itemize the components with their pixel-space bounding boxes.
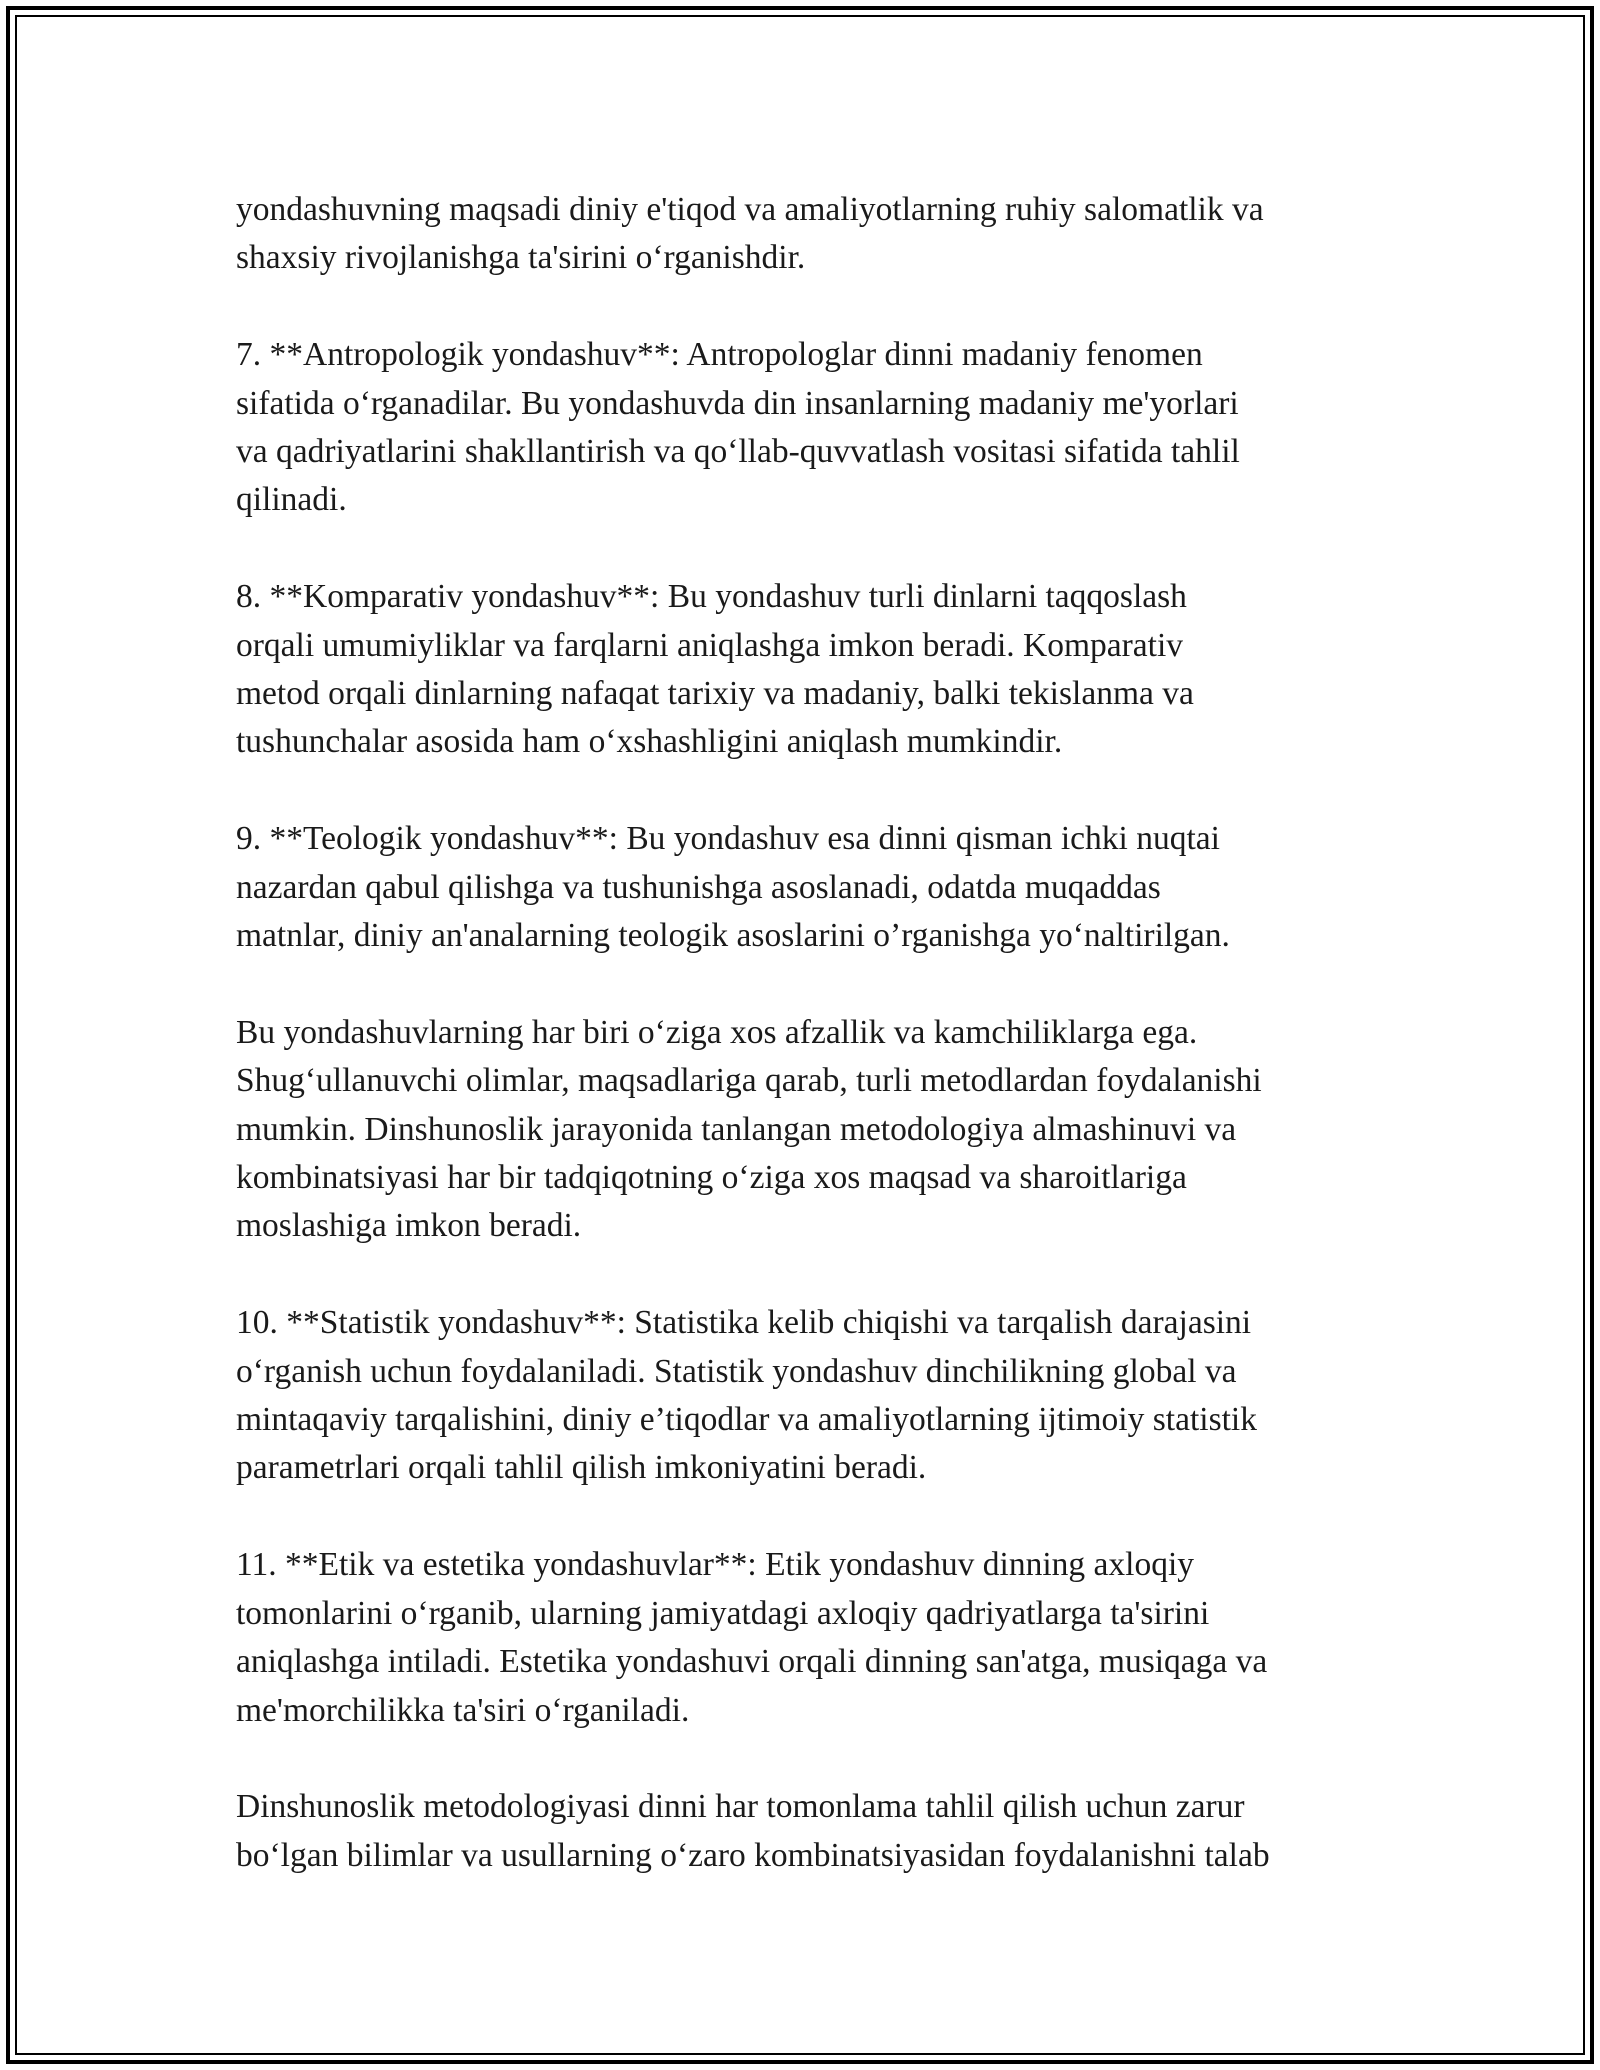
text-line: shaxsiy rivojlanishga ta'sirini o‘rganishdir. [236, 239, 806, 277]
text-line: qilinadi. [236, 481, 347, 519]
paragraph-psychological-continuation [236, 186, 1376, 283]
paragraph-anthropological-approach [236, 331, 1376, 525]
paragraph-comparative-approach [236, 573, 1376, 767]
text-line: mumkin. Dinshunoslik jarayonida tanlangan metodologiya almashinuvi va [236, 1110, 1237, 1148]
text-line: Shug‘ullanuvchi olimlar, maqsadlariga qarab, turli metodlardan foydalanishi [236, 1062, 1262, 1100]
text-line: matnlar, diniy an'analarning teologik asoslarini o’rganishga yo‘naltirilgan. [236, 917, 1230, 955]
paragraph-methodology-conclusion [236, 1783, 1376, 1880]
document-body [236, 186, 1376, 1929]
text-line: me'morchilikka ta'siri o‘rganiladi. [236, 1691, 690, 1729]
text-line: yondashuvning maqsadi diniy e'tiqod va amaliyotlarning ruhiy salomatlik va [236, 191, 1264, 228]
paragraph-theological-approach [236, 815, 1376, 960]
text-line: bo‘lgan bilimlar va usullarning o‘zaro kombinatsiyasidan foydalanishni talab [236, 1836, 1270, 1874]
text-line: tomonlarini o‘rganib, ularning jamiyatdagi axloqiy qadriyatlarga ta'sirini [236, 1594, 1210, 1632]
paragraph-ethics-aesthetics-approach [236, 1541, 1376, 1735]
text-line: orqali umumiyliklar va farqlarni aniqlashga imkon beradi. Komparativ [236, 626, 1184, 664]
text-line: 10. **Statistik yondashuv**: Statistika kelib chiqishi va tarqalish darajasini [236, 1304, 1252, 1342]
text-line: nazardan qabul qilishga va tushunishga asoslanadi, odatda muqaddas [236, 868, 1161, 906]
text-line: va qadriyatlarini shakllantirish va qo‘llab-quvvatlash vositasi sifatida tahlil [236, 433, 1240, 471]
text-line: 8. **Komparativ yondashuv**: Bu yondashuv turli dinlarni taqqoslash [236, 578, 1187, 616]
text-line: 9. **Teologik yondashuv**: Bu yondashuv esa dinni qisman ichki nuqtai [236, 820, 1220, 858]
paragraph-approaches-summary [236, 1009, 1376, 1251]
text-line: sifatida o‘rganadilar. Bu yondashuvda din insanlarning madaniy me'yorlari [236, 384, 1239, 422]
text-line: tushunchalar asosida ham o‘xshashligini aniqlash mumkindir. [236, 723, 1063, 761]
text-line: parametrlari orqali tahlil qilish imkoniyatini beradi. [236, 1449, 927, 1487]
text-line: 11. **Etik va estetika yondashuvlar**: Etik yondashuv dinning axloqiy [236, 1546, 1195, 1584]
text-line: aniqlashga intiladi. Estetika yondashuvi orqali dinning san'atga, musiqaga va [236, 1643, 1268, 1681]
text-line: moslashiga imkon beradi. [236, 1207, 582, 1245]
paragraph-statistical-approach [236, 1299, 1376, 1493]
text-line: o‘rganish uchun foydalaniladi. Statistik yondashuv dinchilikning global va [236, 1352, 1237, 1390]
text-line: 7. **Antropologik yondashuv**: Antropologlar dinni madaniy fenomen [236, 336, 1203, 374]
text-line: Bu yondashuvlarning har biri o‘ziga xos afzallik va kamchiliklarga ega. [236, 1013, 1198, 1051]
text-line: Dinshunoslik metodologiyasi dinni har tomonlama tahlil qilish uchun zarur [236, 1788, 1245, 1826]
text-line: mintaqaviy tarqalishini, diniy e’tiqodlar va amaliyotlarning ijtimoiy statistik [236, 1401, 1257, 1439]
text-line: kombinatsiyasi har bir tadqiqotning o‘ziga xos maqsad va sharoitlariga [236, 1159, 1187, 1197]
text-line: metod orqali dinlarning nafaqat tarixiy va madaniy, balki tekislanma va [236, 675, 1194, 713]
